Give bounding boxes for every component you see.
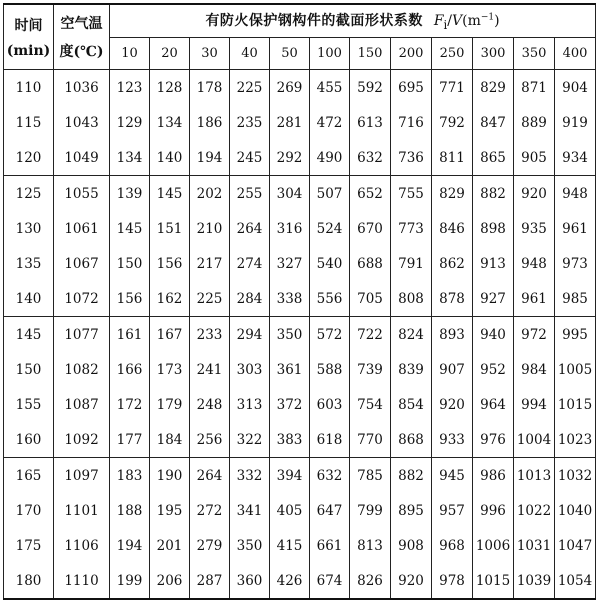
cell-steel-temp: 868 xyxy=(391,422,432,458)
cell-steel-temp: 986 xyxy=(473,458,514,494)
cell-air-temp: 1101 xyxy=(54,493,110,528)
table-row xyxy=(4,458,596,494)
cell-steel-temp: 134 xyxy=(110,140,150,176)
table-row xyxy=(4,140,596,176)
cell-steel-temp: 264 xyxy=(190,458,230,494)
cell-steel-temp: 166 xyxy=(110,352,150,387)
cell-time: 160 xyxy=(4,422,54,458)
cell-steel-temp: 327 xyxy=(270,246,310,281)
cell-steel-temp: 893 xyxy=(432,317,473,353)
cell-air-temp: 1082 xyxy=(54,352,110,387)
table-body xyxy=(4,70,596,600)
cell-steel-temp: 878 xyxy=(432,281,473,317)
cell-steel-temp: 279 xyxy=(190,528,230,563)
cell-steel-temp: 829 xyxy=(473,70,514,106)
formula-unit-open: (m xyxy=(462,13,481,30)
cell-steel-temp: 919 xyxy=(555,105,596,140)
table-row xyxy=(4,105,596,140)
cell-steel-temp: 904 xyxy=(555,70,596,106)
table-row xyxy=(4,281,596,317)
cell-steel-temp: 274 xyxy=(230,246,270,281)
cell-steel-temp: 304 xyxy=(270,176,310,212)
cell-steel-temp: 968 xyxy=(432,528,473,563)
cell-steel-temp: 162 xyxy=(150,281,190,317)
cell-time: 170 xyxy=(4,493,54,528)
cell-steel-temp: 287 xyxy=(190,563,230,599)
cell-steel-temp: 179 xyxy=(150,387,190,422)
header-section-factor-text: 有防火保护钢构件的截面形状系数 xyxy=(205,13,423,30)
cell-steel-temp: 151 xyxy=(150,211,190,246)
table-row xyxy=(4,211,596,246)
cell-time: 145 xyxy=(4,317,54,353)
cell-steel-temp: 233 xyxy=(190,317,230,353)
factor-header-cell: 400 xyxy=(555,38,596,70)
cell-air-temp: 1043 xyxy=(54,105,110,140)
formula-F: F xyxy=(433,13,444,30)
cell-steel-temp: 426 xyxy=(270,563,310,599)
cell-steel-temp: 248 xyxy=(190,387,230,422)
cell-steel-temp: 123 xyxy=(110,70,150,106)
cell-steel-temp: 945 xyxy=(432,458,473,494)
cell-steel-temp: 995 xyxy=(555,317,596,353)
cell-steel-temp: 186 xyxy=(190,105,230,140)
cell-steel-temp: 177 xyxy=(110,422,150,458)
header-time-label: 时间 xyxy=(14,18,43,34)
cell-steel-temp: 920 xyxy=(391,563,432,599)
cell-air-temp: 1077 xyxy=(54,317,110,353)
cell-steel-temp: 134 xyxy=(150,105,190,140)
cell-steel-temp: 188 xyxy=(110,493,150,528)
factor-header-cell: 10 xyxy=(110,38,150,70)
cell-steel-temp: 957 xyxy=(432,493,473,528)
cell-steel-temp: 332 xyxy=(230,458,270,494)
cell-steel-temp: 961 xyxy=(555,211,596,246)
factor-header-cell: 40 xyxy=(230,38,270,70)
cell-steel-temp: 540 xyxy=(310,246,350,281)
cell-steel-temp: 210 xyxy=(190,211,230,246)
header-section-factor xyxy=(110,4,596,38)
cell-steel-temp: 284 xyxy=(230,281,270,317)
cell-steel-temp: 799 xyxy=(350,493,391,528)
table-row xyxy=(4,387,596,422)
steel-temperature-table xyxy=(3,3,596,600)
header-air-temp xyxy=(54,4,110,70)
cell-steel-temp: 920 xyxy=(432,387,473,422)
cell-steel-temp: 652 xyxy=(350,176,391,212)
cell-steel-temp: 256 xyxy=(190,422,230,458)
cell-steel-temp: 889 xyxy=(514,105,555,140)
cell-steel-temp: 632 xyxy=(310,458,350,494)
table-row xyxy=(4,528,596,563)
cell-steel-temp: 674 xyxy=(310,563,350,599)
cell-steel-temp: 556 xyxy=(310,281,350,317)
cell-steel-temp: 1054 xyxy=(555,563,596,599)
cell-steel-temp: 194 xyxy=(190,140,230,176)
header-time-unit: (min) xyxy=(6,43,51,59)
cell-steel-temp: 618 xyxy=(310,422,350,458)
cell-steel-temp: 905 xyxy=(514,140,555,176)
cell-steel-temp: 984 xyxy=(514,352,555,387)
cell-steel-temp: 824 xyxy=(391,317,432,353)
cell-steel-temp: 173 xyxy=(150,352,190,387)
cell-steel-temp: 507 xyxy=(310,176,350,212)
cell-steel-temp: 603 xyxy=(310,387,350,422)
cell-steel-temp: 303 xyxy=(230,352,270,387)
cell-steel-temp: 294 xyxy=(230,317,270,353)
cell-time: 130 xyxy=(4,211,54,246)
cell-steel-temp: 1013 xyxy=(514,458,555,494)
cell-steel-temp: 839 xyxy=(391,352,432,387)
cell-steel-temp: 217 xyxy=(190,246,230,281)
cell-steel-temp: 361 xyxy=(270,352,310,387)
cell-steel-temp: 755 xyxy=(391,176,432,212)
cell-steel-temp: 145 xyxy=(110,211,150,246)
cell-steel-temp: 269 xyxy=(270,70,310,106)
cell-steel-temp: 128 xyxy=(150,70,190,106)
formula-slash: / xyxy=(447,13,452,30)
table-row xyxy=(4,70,596,106)
cell-time: 140 xyxy=(4,281,54,317)
cell-steel-temp: 935 xyxy=(514,211,555,246)
cell-air-temp: 1072 xyxy=(54,281,110,317)
cell-steel-temp: 202 xyxy=(190,176,230,212)
cell-steel-temp: 895 xyxy=(391,493,432,528)
cell-steel-temp: 588 xyxy=(310,352,350,387)
formula-unit-exp: −1 xyxy=(480,12,495,23)
header-air-temp-unit: 度(℃) xyxy=(59,44,104,60)
factor-header-cell: 250 xyxy=(432,38,473,70)
cell-steel-temp: 961 xyxy=(514,281,555,317)
cell-steel-temp: 773 xyxy=(391,211,432,246)
cell-steel-temp: 1040 xyxy=(555,493,596,528)
cell-steel-temp: 913 xyxy=(473,246,514,281)
cell-steel-temp: 771 xyxy=(432,70,473,106)
cell-steel-temp: 940 xyxy=(473,317,514,353)
factor-header-cell: 100 xyxy=(310,38,350,70)
cell-steel-temp: 898 xyxy=(473,211,514,246)
table-row xyxy=(4,493,596,528)
header-air-temp-label: 空气温 xyxy=(60,16,103,32)
cell-steel-temp: 829 xyxy=(432,176,473,212)
cell-steel-temp: 785 xyxy=(350,458,391,494)
cell-air-temp: 1110 xyxy=(54,563,110,599)
cell-time: 175 xyxy=(4,528,54,563)
cell-steel-temp: 255 xyxy=(230,176,270,212)
table-row xyxy=(4,422,596,458)
cell-steel-temp: 927 xyxy=(473,281,514,317)
cell-steel-temp: 1005 xyxy=(555,352,596,387)
cell-steel-temp: 847 xyxy=(473,105,514,140)
cell-air-temp: 1049 xyxy=(54,140,110,176)
cell-time: 165 xyxy=(4,458,54,494)
cell-steel-temp: 948 xyxy=(555,176,596,212)
cell-steel-temp: 1039 xyxy=(514,563,555,599)
cell-steel-temp: 156 xyxy=(150,246,190,281)
cell-steel-temp: 882 xyxy=(473,176,514,212)
cell-steel-temp: 854 xyxy=(391,387,432,422)
cell-time: 135 xyxy=(4,246,54,281)
cell-steel-temp: 632 xyxy=(350,140,391,176)
cell-steel-temp: 613 xyxy=(350,105,391,140)
cell-steel-temp: 952 xyxy=(473,352,514,387)
cell-steel-temp: 826 xyxy=(350,563,391,599)
table-row xyxy=(4,317,596,353)
cell-steel-temp: 415 xyxy=(270,528,310,563)
formula-V: V xyxy=(451,13,463,30)
cell-air-temp: 1087 xyxy=(54,387,110,422)
cell-steel-temp: 161 xyxy=(110,317,150,353)
cell-steel-temp: 338 xyxy=(270,281,310,317)
cell-steel-temp: 1023 xyxy=(555,422,596,458)
cell-time: 115 xyxy=(4,105,54,140)
cell-steel-temp: 281 xyxy=(270,105,310,140)
cell-steel-temp: 846 xyxy=(432,211,473,246)
cell-steel-temp: 172 xyxy=(110,387,150,422)
cell-steel-temp: 1031 xyxy=(514,528,555,563)
cell-steel-temp: 934 xyxy=(555,140,596,176)
cell-steel-temp: 862 xyxy=(432,246,473,281)
cell-steel-temp: 808 xyxy=(391,281,432,317)
cell-air-temp: 1061 xyxy=(54,211,110,246)
cell-steel-temp: 661 xyxy=(310,528,350,563)
cell-steel-temp: 341 xyxy=(230,493,270,528)
cell-steel-temp: 264 xyxy=(230,211,270,246)
cell-steel-temp: 194 xyxy=(110,528,150,563)
cell-steel-temp: 985 xyxy=(555,281,596,317)
cell-steel-temp: 948 xyxy=(514,246,555,281)
cell-time: 180 xyxy=(4,563,54,599)
table-row xyxy=(4,246,596,281)
cell-steel-temp: 647 xyxy=(310,493,350,528)
cell-time: 120 xyxy=(4,140,54,176)
cell-steel-temp: 996 xyxy=(473,493,514,528)
cell-steel-temp: 225 xyxy=(230,70,270,106)
cell-steel-temp: 156 xyxy=(110,281,150,317)
factor-header-cell: 200 xyxy=(391,38,432,70)
factor-header-cell: 50 xyxy=(270,38,310,70)
factor-header-cell: 300 xyxy=(473,38,514,70)
cell-steel-temp: 592 xyxy=(350,70,391,106)
cell-steel-temp: 472 xyxy=(310,105,350,140)
header-section-factor-formula xyxy=(433,12,500,32)
cell-steel-temp: 1015 xyxy=(555,387,596,422)
cell-steel-temp: 405 xyxy=(270,493,310,528)
cell-steel-temp: 770 xyxy=(350,422,391,458)
cell-steel-temp: 190 xyxy=(150,458,190,494)
table-row xyxy=(4,563,596,599)
cell-steel-temp: 183 xyxy=(110,458,150,494)
cell-steel-temp: 272 xyxy=(190,493,230,528)
formula-i: i xyxy=(443,17,448,32)
cell-steel-temp: 865 xyxy=(473,140,514,176)
cell-time: 155 xyxy=(4,387,54,422)
cell-steel-temp: 716 xyxy=(391,105,432,140)
cell-steel-temp: 350 xyxy=(230,528,270,563)
cell-steel-temp: 372 xyxy=(270,387,310,422)
cell-time: 150 xyxy=(4,352,54,387)
cell-steel-temp: 882 xyxy=(391,458,432,494)
cell-steel-temp: 722 xyxy=(350,317,391,353)
cell-steel-temp: 313 xyxy=(230,387,270,422)
cell-steel-temp: 245 xyxy=(230,140,270,176)
cell-steel-temp: 1006 xyxy=(473,528,514,563)
cell-steel-temp: 140 xyxy=(150,140,190,176)
cell-steel-temp: 1032 xyxy=(555,458,596,494)
cell-time: 125 xyxy=(4,176,54,212)
cell-steel-temp: 184 xyxy=(150,422,190,458)
cell-steel-temp: 490 xyxy=(310,140,350,176)
formula-unit-close: ) xyxy=(494,13,500,30)
cell-air-temp: 1036 xyxy=(54,70,110,106)
cell-steel-temp: 1004 xyxy=(514,422,555,458)
table-row xyxy=(4,176,596,212)
cell-air-temp: 1106 xyxy=(54,528,110,563)
cell-steel-temp: 225 xyxy=(190,281,230,317)
cell-steel-temp: 1047 xyxy=(555,528,596,563)
cell-steel-temp: 292 xyxy=(270,140,310,176)
cell-steel-temp: 195 xyxy=(150,493,190,528)
cell-steel-temp: 322 xyxy=(230,422,270,458)
cell-steel-temp: 201 xyxy=(150,528,190,563)
cell-air-temp: 1055 xyxy=(54,176,110,212)
cell-steel-temp: 572 xyxy=(310,317,350,353)
cell-steel-temp: 739 xyxy=(350,352,391,387)
table-container xyxy=(3,3,595,605)
cell-steel-temp: 978 xyxy=(432,563,473,599)
cell-steel-temp: 811 xyxy=(432,140,473,176)
cell-steel-temp: 973 xyxy=(555,246,596,281)
cell-steel-temp: 964 xyxy=(473,387,514,422)
cell-air-temp: 1067 xyxy=(54,246,110,281)
factor-header-cell: 30 xyxy=(190,38,230,70)
cell-steel-temp: 241 xyxy=(190,352,230,387)
cell-steel-temp: 167 xyxy=(150,317,190,353)
cell-steel-temp: 907 xyxy=(432,352,473,387)
factor-header-cell: 20 xyxy=(150,38,190,70)
cell-air-temp: 1097 xyxy=(54,458,110,494)
cell-steel-temp: 235 xyxy=(230,105,270,140)
cell-steel-temp: 994 xyxy=(514,387,555,422)
cell-steel-temp: 754 xyxy=(350,387,391,422)
cell-steel-temp: 920 xyxy=(514,176,555,212)
cell-steel-temp: 145 xyxy=(150,176,190,212)
cell-steel-temp: 792 xyxy=(432,105,473,140)
cell-steel-temp: 383 xyxy=(270,422,310,458)
cell-steel-temp: 524 xyxy=(310,211,350,246)
cell-steel-temp: 350 xyxy=(270,317,310,353)
cell-steel-temp: 871 xyxy=(514,70,555,106)
cell-steel-temp: 316 xyxy=(270,211,310,246)
cell-steel-temp: 129 xyxy=(110,105,150,140)
cell-steel-temp: 394 xyxy=(270,458,310,494)
factor-header-cell: 150 xyxy=(350,38,391,70)
cell-steel-temp: 206 xyxy=(150,563,190,599)
cell-steel-temp: 933 xyxy=(432,422,473,458)
cell-steel-temp: 791 xyxy=(391,246,432,281)
cell-steel-temp: 199 xyxy=(110,563,150,599)
cell-steel-temp: 150 xyxy=(110,246,150,281)
cell-steel-temp: 908 xyxy=(391,528,432,563)
cell-steel-temp: 139 xyxy=(110,176,150,212)
cell-steel-temp: 455 xyxy=(310,70,350,106)
cell-steel-temp: 1022 xyxy=(514,493,555,528)
table-row xyxy=(4,352,596,387)
cell-steel-temp: 670 xyxy=(350,211,391,246)
cell-steel-temp: 976 xyxy=(473,422,514,458)
cell-steel-temp: 705 xyxy=(350,281,391,317)
cell-steel-temp: 972 xyxy=(514,317,555,353)
cell-steel-temp: 178 xyxy=(190,70,230,106)
cell-steel-temp: 1015 xyxy=(473,563,514,599)
cell-steel-temp: 813 xyxy=(350,528,391,563)
cell-steel-temp: 736 xyxy=(391,140,432,176)
cell-steel-temp: 688 xyxy=(350,246,391,281)
cell-time: 110 xyxy=(4,70,54,106)
factor-header-cell: 350 xyxy=(514,38,555,70)
cell-steel-temp: 695 xyxy=(391,70,432,106)
cell-steel-temp: 360 xyxy=(230,563,270,599)
cell-air-temp: 1092 xyxy=(54,422,110,458)
header-time xyxy=(4,4,54,70)
